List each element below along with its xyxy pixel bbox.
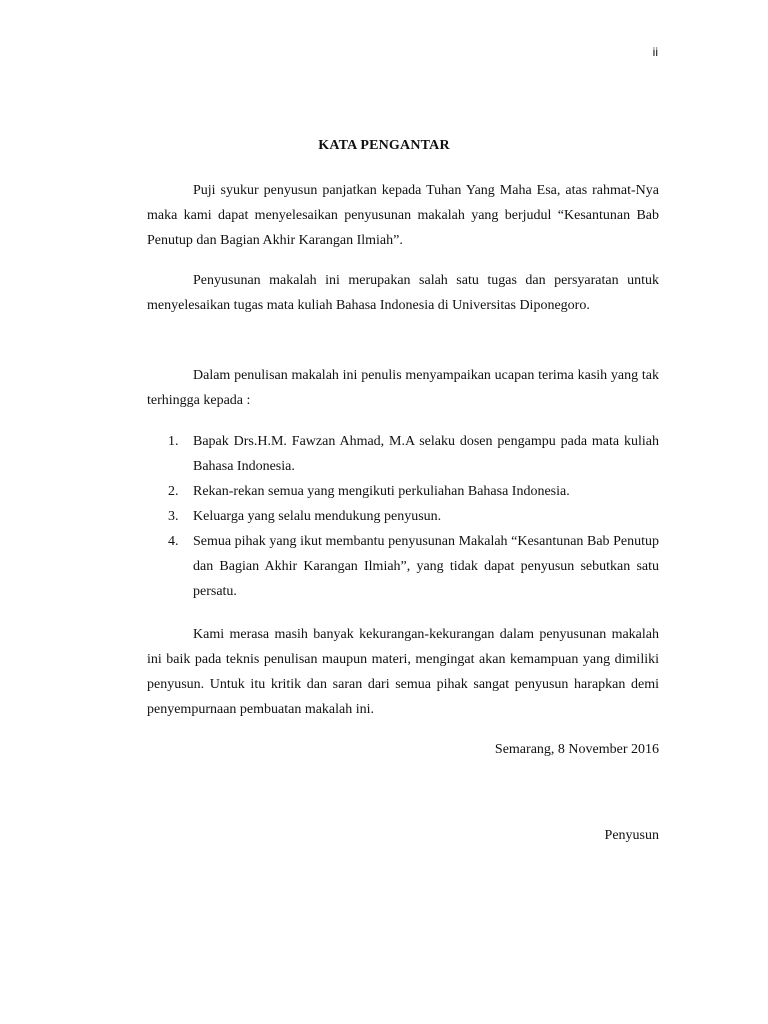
list-item [147,479,659,504]
thanks-list [147,429,659,604]
paragraph-3-block [147,363,659,413]
list-text: Keluarga yang selalu mendukung penyusun. [193,509,442,524]
list-item [147,529,659,604]
list-number: 3. [168,509,179,524]
list-item [147,429,659,479]
list-number: 2. [168,484,179,499]
list-number: 4. [168,534,179,549]
paragraph-2: Penyusunan makalah ini merupakan salah satu tugas dan persyaratan untuk menyelesaikan tugas mata kuliah Bahasa Indonesia di Universitas Diponegoro. [147,273,659,313]
list-text: Semua pihak yang ikut membantu penyusunan Makalah “Kesantunan Bab Penutup dan Bagian Akhir Karangan Ilmiah”, yang tidak dapat penyusun sebutkan satu persatu. [193,534,659,599]
paragraph-1: Puji syukur penyusun panjatkan kepada Tuhan Yang Maha Esa, atas rahmat-Nya maka kami dapat menyelesaikan penyusunan makalah yang berjudul “Kesantunan Bab Penutup dan Bagian Akhir Karangan Ilmiah”. [147,183,659,248]
page-title: KATA PENGANTAR [318,138,450,153]
page-number: ii [652,45,658,59]
list-text: Bapak Drs.H.M. Fawzan Ahmad, M.A selaku dosen pengampu pada mata kuliah Bahasa Indonesia. [193,434,659,474]
list-item [147,504,659,529]
place-date: Semarang, 8 November 2016 [494,742,659,757]
signature-label: Penyusun [604,828,659,843]
paragraph-4-block [147,622,659,722]
list-text: Rekan-rekan semua yang mengikuti perkuliahan Bahasa Indonesia. [193,484,570,499]
paragraph-3: Dalam penulisan makalah ini penulis menyampaikan ucapan terima kasih yang tak terhingga kepada : [147,368,659,408]
paragraph-2-block [147,268,659,318]
paragraph-4: Kami merasa masih banyak kekurangan-kekurangan dalam penyusunan makalah ini baik pada teknis penulisan maupun materi, mengingat akan kemampuan yang dimiliki penyusun. Untuk itu kritik dan saran dari semua pihak sangat penyusun harapkan demi penyempurnaan pembuatan makalah ini. [147,627,659,717]
paragraph-1-block [147,178,659,253]
list-number: 1. [168,434,179,449]
